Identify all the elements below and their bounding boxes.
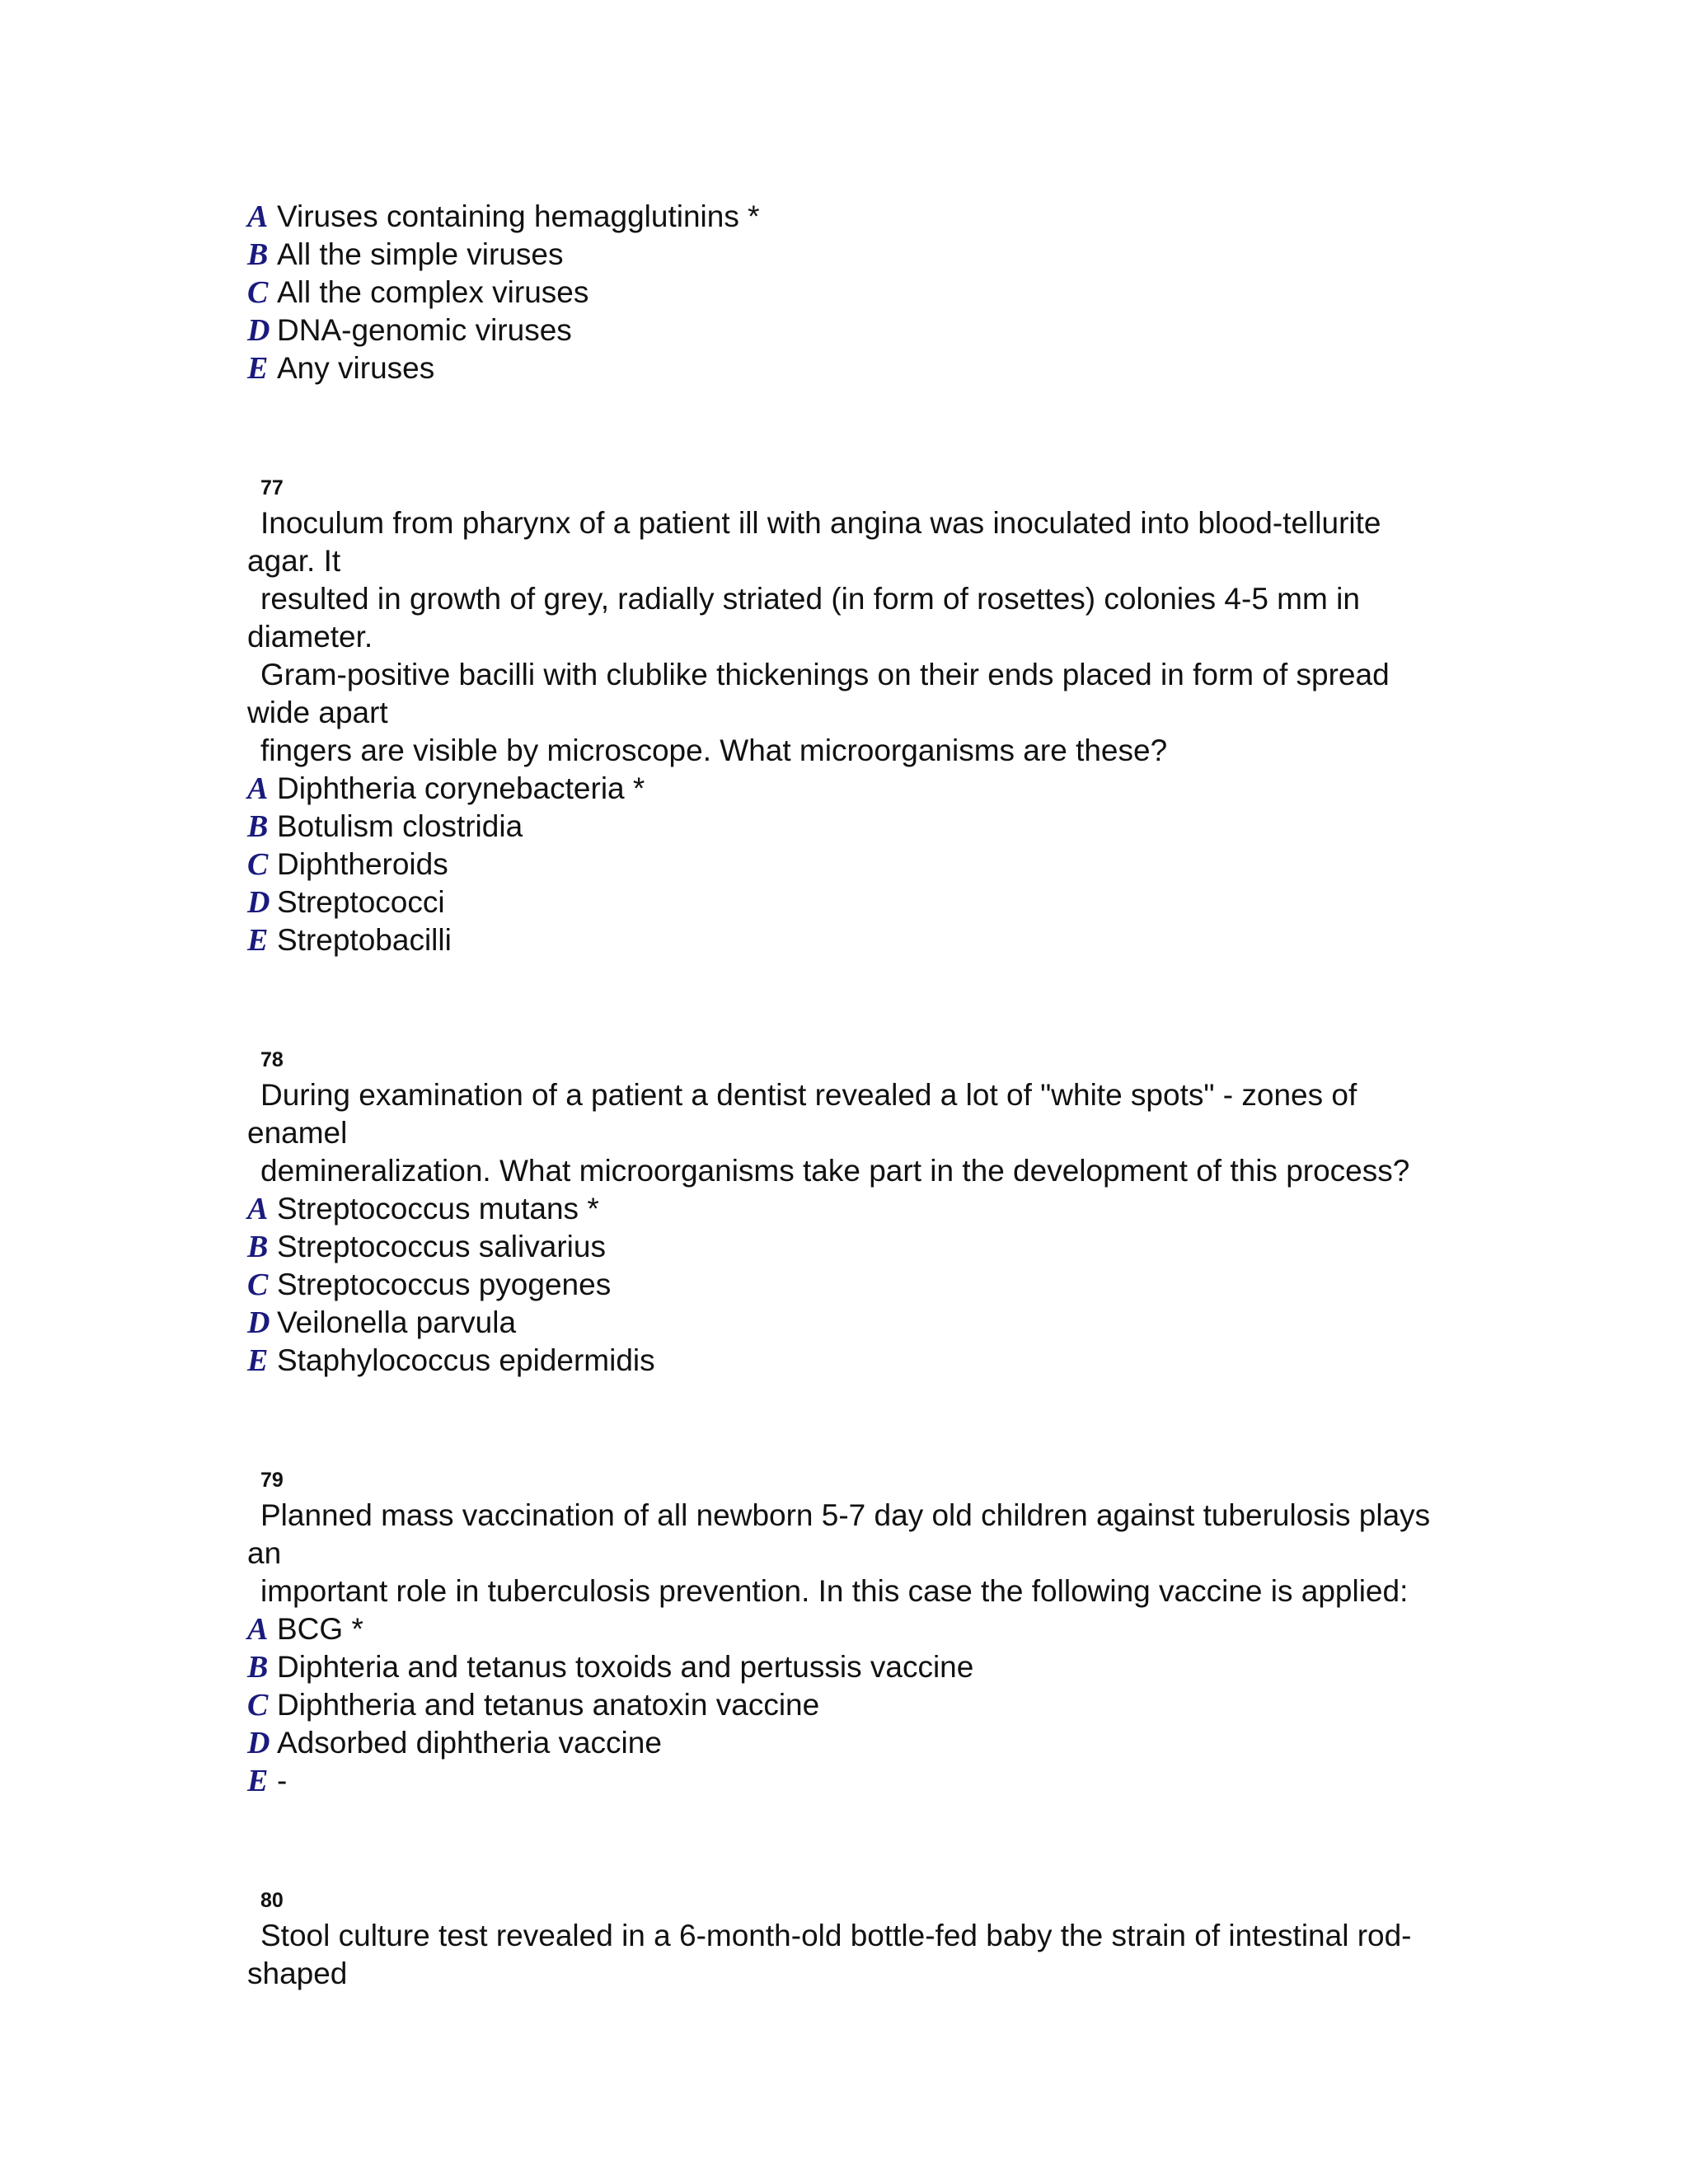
answer-option <box>247 349 1451 387</box>
option-letter: D <box>247 1305 270 1340</box>
question-number: 77 <box>260 476 284 499</box>
option-text: All the simple viruses <box>277 237 564 271</box>
option-text: Any viruses <box>277 351 435 385</box>
option-letter: D <box>247 313 270 348</box>
option-letter: C <box>247 847 269 882</box>
option-letter: D <box>247 1726 270 1760</box>
option-letter: A <box>247 199 269 234</box>
question-spacer <box>247 1380 1451 1464</box>
question-text-line: Gram-positive bacilli with clublike thickenings on their ends placed in form of spread <box>260 658 1390 691</box>
answer-option <box>247 808 1451 846</box>
option-text: Viruses containing hemagglutinins * <box>277 199 760 233</box>
answer-option <box>247 846 1451 883</box>
option-text: DNA-genomic viruses <box>277 313 572 347</box>
question-block <box>247 1464 1451 1800</box>
option-letter: B <box>247 237 269 272</box>
answer-option <box>247 1304 1451 1342</box>
option-text: Botulism clostridia <box>277 809 523 843</box>
answer-option <box>247 198 1451 236</box>
answer-option <box>247 1266 1451 1304</box>
option-letter: E <box>247 923 269 958</box>
question-spacer <box>247 959 1451 1043</box>
question-text-line: Planned mass vaccination of all newborn 5-7 day old children against tuberulosis plays <box>260 1498 1431 1532</box>
question-spacer <box>247 387 1451 471</box>
question-text-line: Inoculum from pharynx of a patient ill with angina was inoculated into blood-tellurite <box>260 506 1381 540</box>
option-text: Diphtheria and tetanus anatoxin vaccine <box>277 1688 820 1722</box>
answer-option <box>247 1228 1451 1266</box>
option-letter: B <box>247 1650 269 1685</box>
question-list <box>247 198 1451 1993</box>
answer-option <box>247 1190 1451 1228</box>
question-text-line: fingers are visible by microscope. What microorganisms are these? <box>260 733 1168 767</box>
option-letter: A <box>247 1192 269 1226</box>
option-letter: E <box>247 1764 269 1798</box>
option-text: Streptobacilli <box>277 923 452 957</box>
question-block <box>247 198 1451 387</box>
option-letter: A <box>247 771 269 806</box>
answer-option <box>247 883 1451 921</box>
question-number: 78 <box>260 1048 284 1071</box>
answer-option <box>247 921 1451 959</box>
question-text-line: enamel <box>247 1116 348 1150</box>
option-letter: A <box>247 1612 269 1647</box>
question-block <box>247 1884 1451 1993</box>
option-letter: B <box>247 809 269 844</box>
option-text: Streptococcus pyogenes <box>277 1268 612 1301</box>
question-text-line: wide apart <box>247 696 388 729</box>
option-text: Adsorbed diphtheria vaccine <box>277 1726 662 1760</box>
question-text-line: shaped <box>247 1957 348 1990</box>
answer-option <box>247 274 1451 312</box>
answer-option <box>247 312 1451 349</box>
option-text: Diphtheria corynebacteria * <box>277 771 645 805</box>
answer-option <box>247 1610 1451 1648</box>
option-letter: C <box>247 1688 269 1722</box>
question-text-line: During examination of a patient a dentist revealed a lot of "white spots" - zones of <box>260 1078 1357 1112</box>
option-text: Staphylococcus epidermidis <box>277 1343 655 1377</box>
option-letter: C <box>247 275 269 310</box>
option-text: Diphtheroids <box>277 847 448 881</box>
question-text-line: Stool culture test revealed in a 6-month-old bottle-fed baby the strain of intestinal rod- <box>260 1919 1412 1952</box>
question-text-line: agar. It <box>247 544 341 578</box>
question-number: 80 <box>260 1889 284 1912</box>
option-text: Streptococci <box>277 885 445 919</box>
answer-option <box>247 1648 1451 1686</box>
question-text-line: important role in tuberculosis prevention. In this case the following vaccine is applied: <box>260 1574 1409 1608</box>
question-block <box>247 1043 1451 1380</box>
option-letter: D <box>247 885 270 920</box>
question-number: 79 <box>260 1469 284 1492</box>
option-letter: E <box>247 1343 269 1378</box>
question-text-line: an <box>247 1536 282 1570</box>
option-text: - <box>277 1764 288 1797</box>
option-letter: B <box>247 1230 269 1264</box>
answer-option <box>247 1686 1451 1724</box>
answer-option <box>247 1724 1451 1762</box>
question-text-line: resulted in growth of grey, radially striated (in form of rosettes) colonies 4-5 mm in <box>260 582 1360 616</box>
option-text: Streptococcus mutans * <box>277 1192 599 1226</box>
question-spacer <box>247 1800 1451 1884</box>
option-text: Diphteria and tetanus toxoids and pertussis vaccine <box>277 1650 974 1684</box>
option-letter: E <box>247 351 269 386</box>
option-text: BCG * <box>277 1612 363 1646</box>
question-text-line: demineralization. What microorganisms take part in the development of this process? <box>260 1154 1410 1188</box>
answer-option <box>247 770 1451 808</box>
option-text: All the complex viruses <box>277 275 589 309</box>
question-block <box>247 471 1451 959</box>
question-text-line: diameter. <box>247 620 373 654</box>
option-text: Streptococcus salivarius <box>277 1230 606 1263</box>
answer-option <box>247 1342 1451 1380</box>
option-text: Veilonella parvula <box>277 1305 517 1339</box>
option-letter: C <box>247 1268 269 1302</box>
answer-option <box>247 1762 1451 1800</box>
answer-option <box>247 236 1451 274</box>
